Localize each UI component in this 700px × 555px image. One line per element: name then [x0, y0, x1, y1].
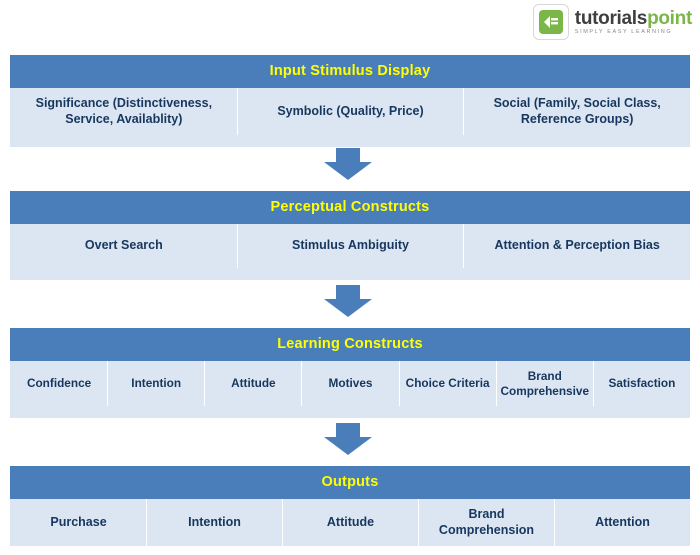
stage-item: Symbolic (Quality, Price)	[238, 88, 465, 135]
stage-items-row	[10, 224, 690, 268]
stage-item: Stimulus Ambiguity	[238, 224, 465, 268]
stage-item: Brand Comprehension	[419, 499, 555, 546]
stage-title: Learning Constructs	[10, 328, 690, 361]
stage-item: Brand Comprehensive	[497, 361, 594, 406]
logo-title-green: point	[647, 7, 692, 29]
stage-item: Confidence	[11, 361, 108, 406]
stage-footer-strip	[10, 135, 690, 147]
tutorialspoint-logo	[533, 4, 692, 40]
stage-item: Intention	[108, 361, 205, 406]
tutorialspoint-logo-icon	[533, 4, 569, 40]
down-arrow-icon	[318, 423, 378, 455]
stage-item: Satisfaction	[608, 376, 676, 391]
stage-items-row	[10, 361, 690, 406]
stage-title: Outputs	[10, 466, 690, 499]
stage-title: Input Stimulus Display	[10, 55, 690, 88]
stage-item: Attention	[595, 514, 650, 529]
stage-title: Perceptual Constructs	[10, 191, 690, 224]
logo-tagline: SIMPLY EASY LEARNING	[574, 28, 673, 35]
stage-learning-constructs	[10, 328, 690, 418]
stage-input-stimulus-display	[10, 55, 690, 147]
stage-item: Purchase	[11, 499, 147, 546]
stage-items-row	[10, 88, 690, 135]
stage-item: Overt Search	[11, 224, 238, 268]
stage-item: Significance (Distinctiveness, Service, Availablity)	[11, 88, 238, 135]
stage-items-row	[10, 499, 690, 546]
stage-item: Motives	[302, 361, 399, 406]
stage-item: Attitude	[205, 361, 302, 406]
stage-item: Attitude	[283, 499, 419, 546]
logo-wordmark	[575, 9, 692, 36]
stage-footer-strip	[10, 268, 690, 280]
down-arrow-icon	[318, 148, 378, 180]
stage-item: Intention	[147, 499, 283, 546]
down-arrow-icon	[318, 285, 378, 317]
logo-title-dark: tutorials	[574, 7, 648, 29]
stage-perceptual-constructs	[10, 191, 690, 280]
stage-item: Attention & Perception Bias	[494, 238, 660, 253]
stage-footer-strip	[10, 406, 690, 418]
stage-item: Social (Family, Social Class, Reference Groups)	[493, 96, 661, 126]
stage-item: Choice Criteria	[400, 361, 497, 406]
stage-outputs	[10, 466, 690, 546]
